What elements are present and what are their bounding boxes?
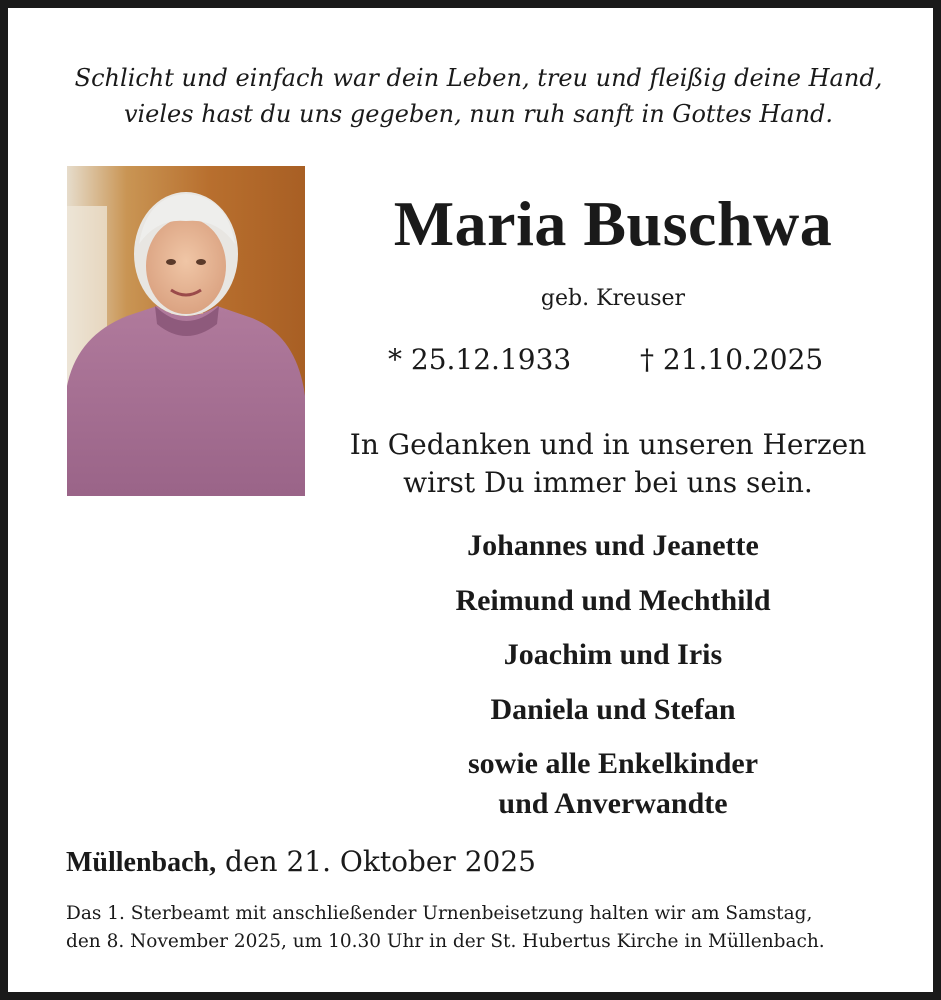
maiden-name: geb. Kreuser xyxy=(540,286,686,311)
mourner-entry: Reimund und Mechthild xyxy=(455,583,771,617)
notice-line-1: Das 1. Sterbeamt mit anschließender Urnenbeisetzung halten wir am Samstag, xyxy=(66,903,813,924)
mourner-entry: Johannes und Jeanette xyxy=(467,529,759,562)
mourners-list xyxy=(308,526,918,824)
place-name: Müllenbach, xyxy=(66,847,217,878)
birth-date: * 25.12.1933 xyxy=(388,343,572,376)
funeral-notice xyxy=(66,900,916,956)
motto-line-1: Schlicht und einfach war dein Leben, treu und fleißig deine Hand, xyxy=(74,64,883,92)
announcement-date: den 21. Oktober 2025 xyxy=(225,845,536,878)
place-and-date xyxy=(66,844,536,881)
death-date: † 21.10.2025 xyxy=(640,343,824,376)
motto-line-2: vieles hast du uns gegeben, nun ruh sanft in Gottes Hand. xyxy=(123,100,834,128)
deceased-name: Maria Buschwa xyxy=(393,188,833,259)
notice-line-2: den 8. November 2025, um 10.30 Uhr in der St. Hubertus Kirche in Müllenbach. xyxy=(66,931,825,952)
mourner-entry: Joachim und Iris xyxy=(503,638,723,671)
mourner-entry: sowie alle Enkelkinder xyxy=(467,747,759,780)
remembrance-quote xyxy=(308,426,908,502)
motto-verse xyxy=(48,60,909,132)
quote-line-2: wirst Du immer bei uns sein. xyxy=(403,466,813,499)
portrait-illustration xyxy=(67,166,305,496)
mourner-entry-relatives: und Anverwandte xyxy=(498,787,728,820)
portrait-photo xyxy=(67,166,305,496)
quote-line-1: In Gedanken und in unseren Herzen xyxy=(349,428,867,461)
mourner-entry: Daniela und Stefan xyxy=(490,692,736,726)
